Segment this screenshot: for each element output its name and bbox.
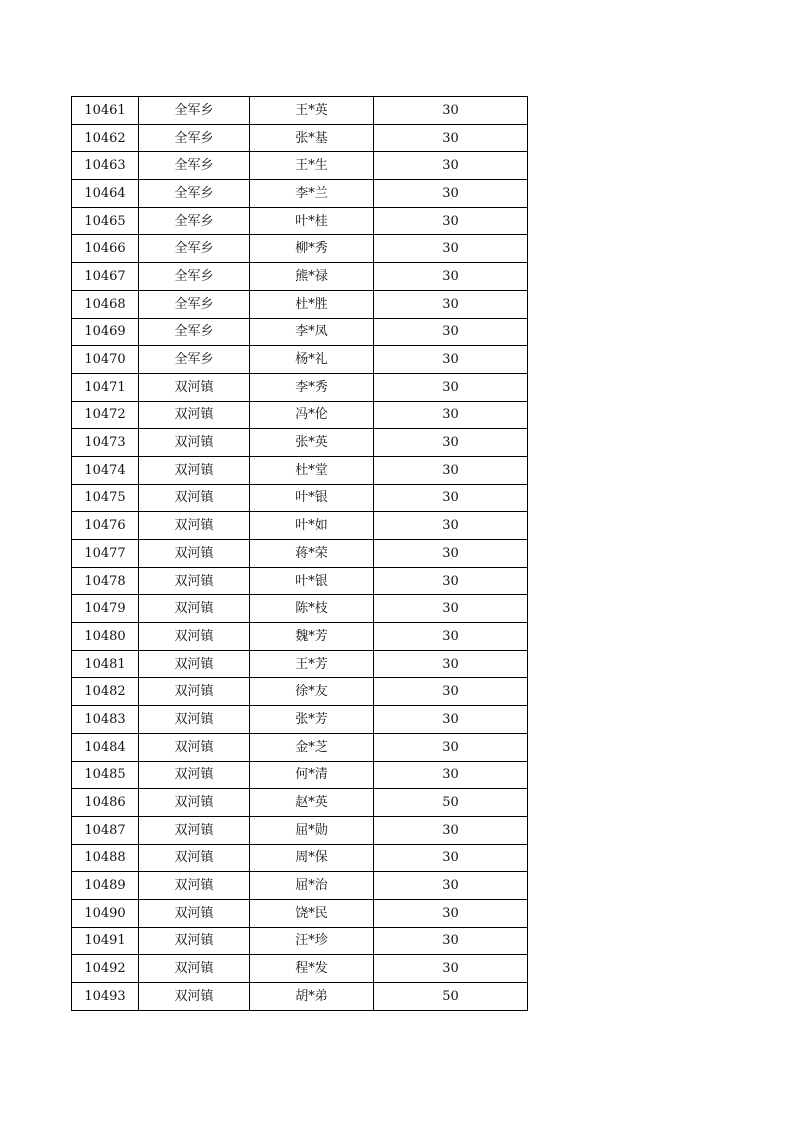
row-id-cell: 10488 [72,844,139,872]
table-row [72,180,528,208]
row-amount-cell: 30 [374,899,528,927]
row-name-cell: 徐*友 [250,678,374,706]
row-town-cell: 双河镇 [139,567,250,595]
row-amount-cell: 30 [374,844,528,872]
row-id-cell: 10464 [72,180,139,208]
row-amount-cell: 30 [374,180,528,208]
row-town-cell: 双河镇 [139,650,250,678]
row-amount-cell: 30 [374,97,528,125]
row-town-cell: 双河镇 [139,373,250,401]
row-id-cell: 10482 [72,678,139,706]
table-row [72,207,528,235]
row-id-cell: 10468 [72,290,139,318]
row-name-cell: 王*生 [250,152,374,180]
row-name-cell: 叶*桂 [250,207,374,235]
table-row [72,983,528,1011]
row-name-cell: 张*英 [250,429,374,457]
table-row [72,401,528,429]
row-name-cell: 程*发 [250,955,374,983]
row-name-cell: 张*基 [250,124,374,152]
row-town-cell: 全军乡 [139,180,250,208]
row-id-cell: 10472 [72,401,139,429]
row-town-cell: 双河镇 [139,872,250,900]
row-amount-cell: 30 [374,290,528,318]
table-row [72,789,528,817]
table-row [72,595,528,623]
row-name-cell: 李*凤 [250,318,374,346]
table-row [72,733,528,761]
row-name-cell: 屈*治 [250,872,374,900]
row-town-cell: 全军乡 [139,124,250,152]
row-amount-cell: 30 [374,816,528,844]
row-name-cell: 魏*芳 [250,623,374,651]
row-town-cell: 双河镇 [139,429,250,457]
row-amount-cell: 30 [374,318,528,346]
table-row [72,623,528,651]
table-row [72,816,528,844]
row-id-cell: 10477 [72,540,139,568]
row-town-cell: 双河镇 [139,899,250,927]
row-town-cell: 双河镇 [139,540,250,568]
row-name-cell: 王*英 [250,97,374,125]
row-amount-cell: 30 [374,595,528,623]
row-town-cell: 全军乡 [139,318,250,346]
roster-table-body [72,97,528,1011]
row-id-cell: 10493 [72,983,139,1011]
row-id-cell: 10478 [72,567,139,595]
table-row [72,872,528,900]
row-town-cell: 双河镇 [139,595,250,623]
roster-table [71,96,528,1011]
row-town-cell: 全军乡 [139,346,250,374]
row-amount-cell: 30 [374,429,528,457]
row-name-cell: 周*保 [250,844,374,872]
row-amount-cell: 30 [374,512,528,540]
row-amount-cell: 30 [374,235,528,263]
table-row [72,152,528,180]
table-row [72,290,528,318]
row-town-cell: 双河镇 [139,706,250,734]
row-amount-cell: 30 [374,124,528,152]
row-name-cell: 李*兰 [250,180,374,208]
row-id-cell: 10461 [72,97,139,125]
row-amount-cell: 30 [374,955,528,983]
row-id-cell: 10467 [72,263,139,291]
table-row [72,124,528,152]
row-amount-cell: 30 [374,706,528,734]
table-row [72,456,528,484]
table-row [72,346,528,374]
row-amount-cell: 30 [374,927,528,955]
row-town-cell: 双河镇 [139,955,250,983]
row-name-cell: 赵*英 [250,789,374,817]
row-name-cell: 叶*银 [250,567,374,595]
table-row [72,761,528,789]
row-amount-cell: 30 [374,152,528,180]
row-amount-cell: 30 [374,761,528,789]
row-name-cell: 金*芝 [250,733,374,761]
row-id-cell: 10492 [72,955,139,983]
row-id-cell: 10469 [72,318,139,346]
row-amount-cell: 30 [374,678,528,706]
row-town-cell: 全军乡 [139,290,250,318]
row-id-cell: 10487 [72,816,139,844]
row-id-cell: 10490 [72,899,139,927]
row-town-cell: 双河镇 [139,678,250,706]
table-row [72,512,528,540]
table-row [72,97,528,125]
row-name-cell: 熊*禄 [250,263,374,291]
row-town-cell: 双河镇 [139,456,250,484]
row-id-cell: 10484 [72,733,139,761]
row-name-cell: 张*芳 [250,706,374,734]
row-amount-cell: 30 [374,540,528,568]
row-name-cell: 何*清 [250,761,374,789]
row-id-cell: 10471 [72,373,139,401]
table-row [72,429,528,457]
row-id-cell: 10474 [72,456,139,484]
table-row [72,955,528,983]
row-id-cell: 10473 [72,429,139,457]
row-town-cell: 全军乡 [139,263,250,291]
row-id-cell: 10462 [72,124,139,152]
row-name-cell: 杜*胜 [250,290,374,318]
table-row [72,678,528,706]
row-town-cell: 全军乡 [139,235,250,263]
row-amount-cell: 30 [374,623,528,651]
row-id-cell: 10485 [72,761,139,789]
row-name-cell: 叶*如 [250,512,374,540]
row-id-cell: 10470 [72,346,139,374]
table-row [72,899,528,927]
row-amount-cell: 30 [374,456,528,484]
row-town-cell: 双河镇 [139,484,250,512]
row-town-cell: 全军乡 [139,207,250,235]
row-amount-cell: 30 [374,263,528,291]
row-name-cell: 杨*礼 [250,346,374,374]
row-id-cell: 10491 [72,927,139,955]
row-id-cell: 10479 [72,595,139,623]
table-row [72,844,528,872]
table-row [72,484,528,512]
row-name-cell: 柳*秀 [250,235,374,263]
row-name-cell: 叶*银 [250,484,374,512]
row-amount-cell: 30 [374,207,528,235]
row-name-cell: 胡*弟 [250,983,374,1011]
row-amount-cell: 50 [374,983,528,1011]
row-id-cell: 10489 [72,872,139,900]
table-row [72,235,528,263]
row-id-cell: 10481 [72,650,139,678]
row-amount-cell: 30 [374,346,528,374]
row-amount-cell: 30 [374,373,528,401]
row-town-cell: 双河镇 [139,816,250,844]
row-amount-cell: 30 [374,733,528,761]
table-row [72,318,528,346]
row-name-cell: 李*秀 [250,373,374,401]
row-id-cell: 10463 [72,152,139,180]
table-row [72,650,528,678]
row-name-cell: 冯*伦 [250,401,374,429]
row-town-cell: 双河镇 [139,844,250,872]
row-id-cell: 10486 [72,789,139,817]
row-town-cell: 双河镇 [139,401,250,429]
row-amount-cell: 30 [374,872,528,900]
row-id-cell: 10465 [72,207,139,235]
row-name-cell: 汪*珍 [250,927,374,955]
row-amount-cell: 30 [374,650,528,678]
table-row [72,927,528,955]
table-row [72,540,528,568]
row-amount-cell: 30 [374,567,528,595]
row-name-cell: 屈*勋 [250,816,374,844]
table-row [72,373,528,401]
row-amount-cell: 30 [374,401,528,429]
row-town-cell: 全军乡 [139,97,250,125]
row-town-cell: 双河镇 [139,623,250,651]
row-town-cell: 双河镇 [139,761,250,789]
row-town-cell: 双河镇 [139,789,250,817]
row-id-cell: 10480 [72,623,139,651]
row-town-cell: 全军乡 [139,152,250,180]
row-id-cell: 10476 [72,512,139,540]
row-town-cell: 双河镇 [139,512,250,540]
row-town-cell: 双河镇 [139,983,250,1011]
row-name-cell: 陈*枝 [250,595,374,623]
row-id-cell: 10483 [72,706,139,734]
row-amount-cell: 30 [374,484,528,512]
row-name-cell: 蒋*荣 [250,540,374,568]
row-id-cell: 10475 [72,484,139,512]
table-row [72,706,528,734]
row-name-cell: 王*芳 [250,650,374,678]
row-name-cell: 杜*堂 [250,456,374,484]
row-id-cell: 10466 [72,235,139,263]
row-town-cell: 双河镇 [139,733,250,761]
row-amount-cell: 50 [374,789,528,817]
table-row [72,567,528,595]
row-name-cell: 饶*民 [250,899,374,927]
row-town-cell: 双河镇 [139,927,250,955]
table-row [72,263,528,291]
